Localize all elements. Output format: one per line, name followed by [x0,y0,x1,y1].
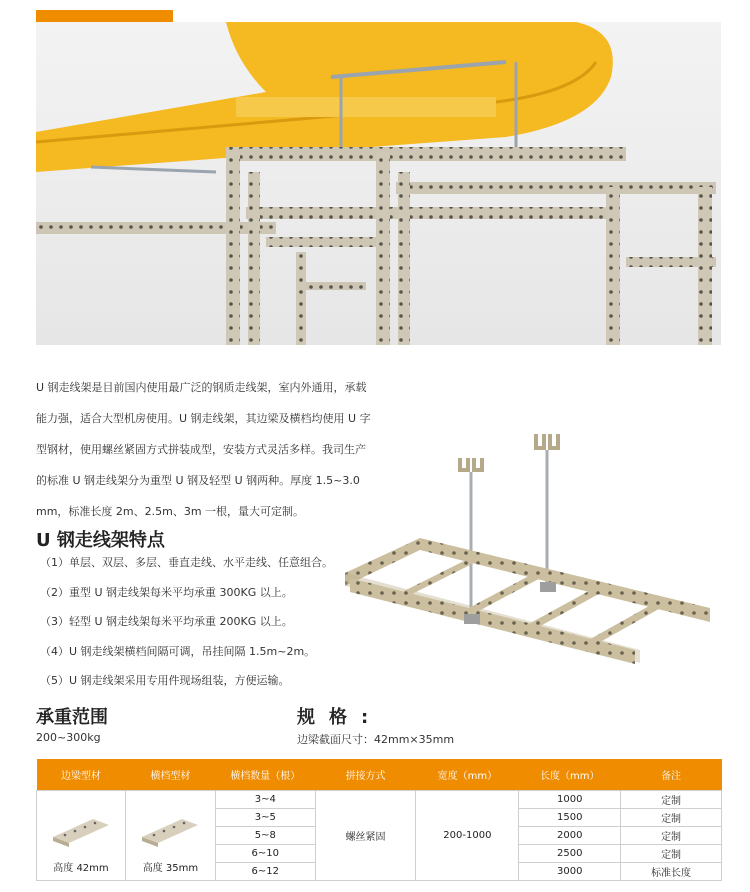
col-header-cross-bar: 横档型材 [125,759,215,790]
note-cell: 标准长度 [621,862,722,880]
width-cell: 200-1000 [416,790,519,880]
length-cell: 1500 [519,808,621,826]
load-range-value: 200~300kg [36,731,101,744]
hero-photo-cable-rack [36,22,721,345]
cross-bar-cell [125,790,215,880]
note-cell: 定制 [621,826,722,844]
side-beam-profile-image [51,815,111,849]
spec-title: 规格: [297,707,383,728]
length-cell: 2000 [519,826,621,844]
rung-count-cell: 6~12 [215,862,315,880]
table-row [37,790,722,808]
length-cell: 1000 [519,790,621,808]
cross-bar-height-label: 高度 35mm [142,862,199,874]
col-header-side-beam: 边梁型材 [37,759,126,790]
ladder-rack-photo [340,428,720,668]
col-header-note: 备注 [621,759,722,790]
feature-item: （4）U 钢走线架横档间隔可调，吊挂间隔 1.5m~2m。 [40,644,316,658]
feature-item: （2）重型 U 钢走线架每米平均承重 300KG 以上。 [40,585,293,599]
intro-paragraph: U 钢走线架是目前国内使用最广泛的钢质走线架，室内外通用，承载能力强，适合大型机房使用。U 钢走线架，其边梁及横档均使用 U 字型钢材，使用螺丝紧固方式拼装成型，安装方式灵活多样。我司生产的标准 U 钢走线架分为重型 U 钢及轻型 U 钢两种。厚度 1.5~3.0 mm，标准长度 2m、2.5m、3m 一根，量大可定制。 [36,381,371,518]
note-cell: 定制 [621,844,722,862]
table-header-row [37,759,722,790]
features-title: U 钢走线架特点 [36,530,165,551]
col-header-rung-count: 横档数量（根） [215,759,315,790]
note-cell: 定制 [621,808,722,826]
feature-item: （1）单层、双层、多层、垂直走线、水平走线、任意组合。 [40,556,333,569]
rung-count-cell: 5~8 [215,826,315,844]
length-cell: 2500 [519,844,621,862]
side-beam-cell [37,790,126,880]
rung-count-cell: 6~10 [215,844,315,862]
col-header-width: 宽度（mm） [416,759,519,790]
rung-count-cell: 3~5 [215,808,315,826]
cross-bar-profile-image [140,815,200,849]
length-cell: 3000 [519,862,621,880]
note-cell: 定制 [621,790,722,808]
feature-item: （3）轻型 U 钢走线架每米平均承重 200KG 以上。 [40,615,293,629]
spec-value: 边梁截面尺寸：42mm×35mm [297,733,455,746]
load-range-title: 承重范围 [36,707,108,728]
features-list [40,552,360,700]
side-beam-height-label: 高度 42mm [53,862,109,874]
col-header-length: 长度（mm） [519,759,621,790]
feature-item: （5）U 钢走线架采用专用件现场组装，方便运输。 [40,674,290,688]
joint-cell: 螺丝紧固 [315,790,416,880]
col-header-joint: 拼接方式 [315,759,416,790]
spec-table [36,759,722,881]
rung-count-cell: 3~4 [215,790,315,808]
